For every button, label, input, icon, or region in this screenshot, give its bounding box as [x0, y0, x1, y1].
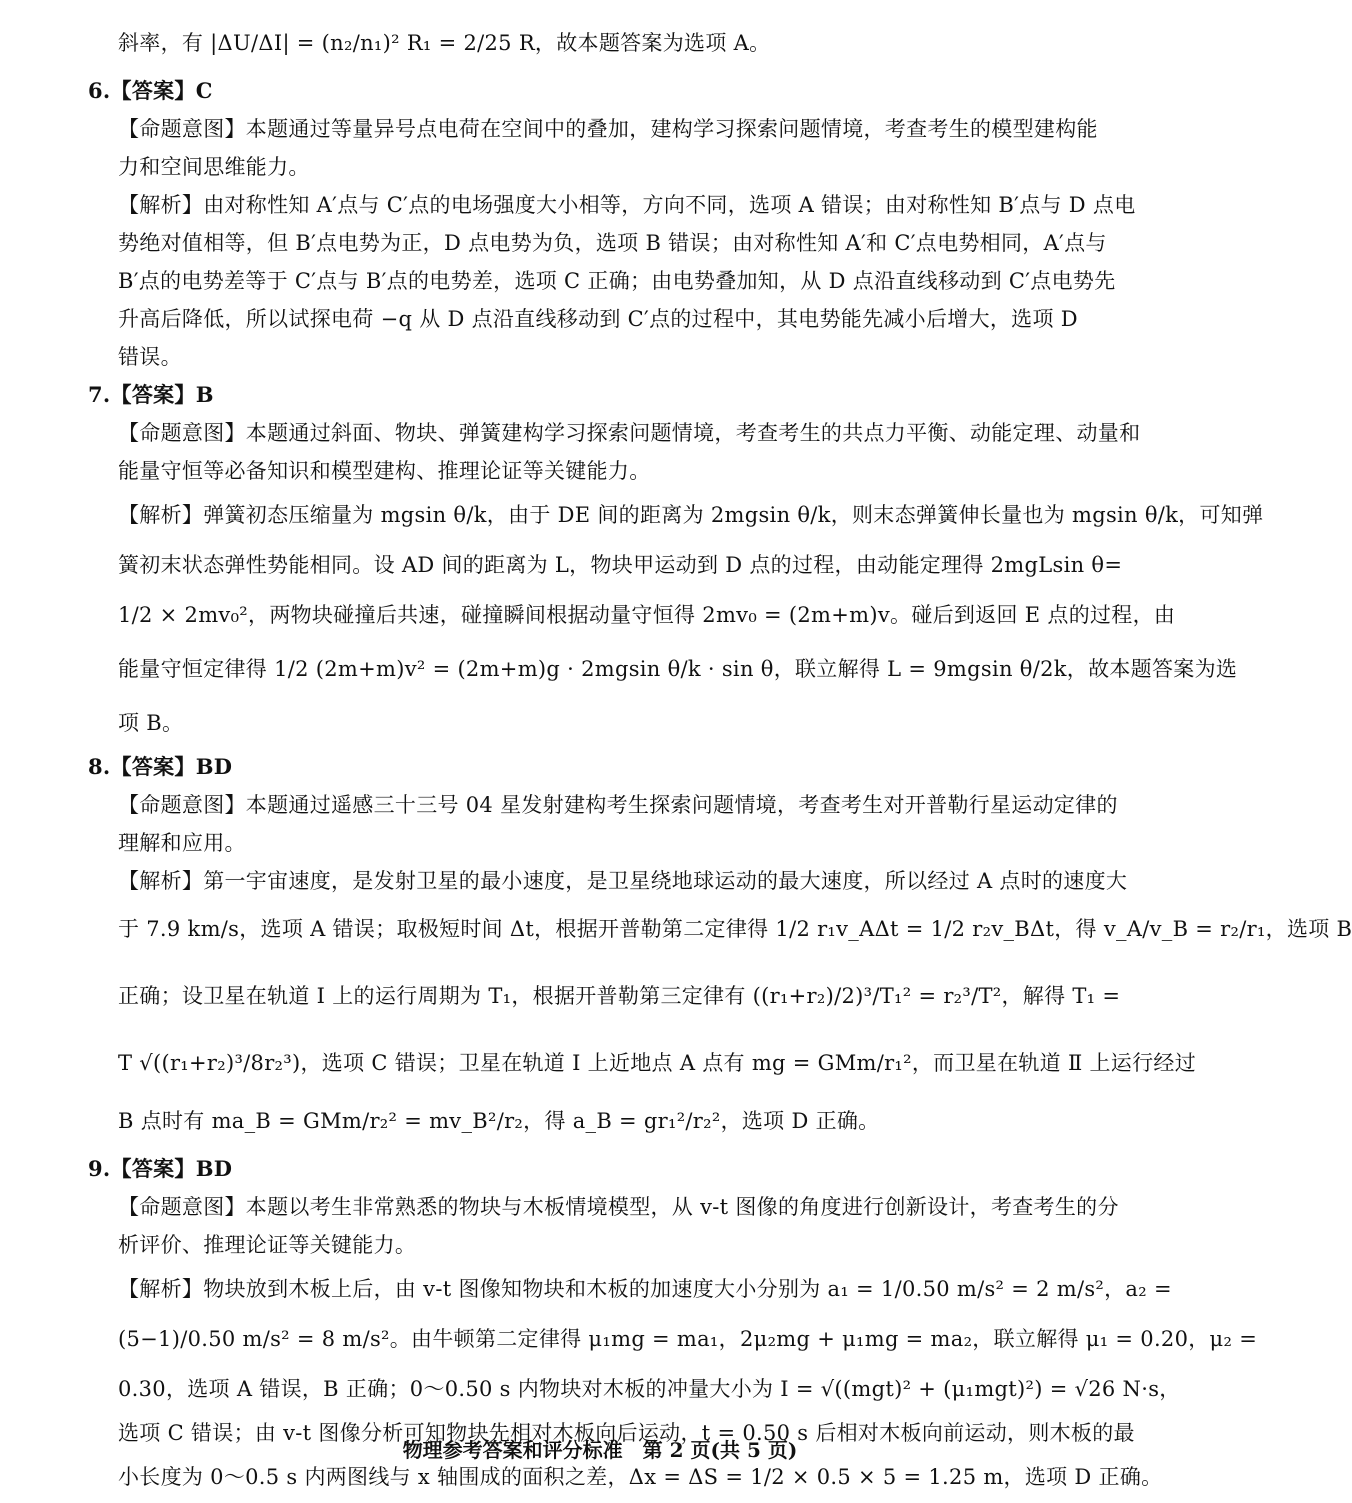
text-line: 【命题意图】本题以考生非常熟悉的物块与木板情境模型，从 v-t 图像的角度进行创新设计，考查考生的分: [118, 1195, 1119, 1219]
text-line: 簧初末状态弹性势能相同。设 AD 间的距离为 L，物块甲运动到 D 点的过程，由动能定理得 2mgLsin θ=: [118, 553, 1123, 577]
text-line: 于 7.9 km/s，选项 A 错误；取极短时间 Δt，根据开普勒第二定律得 1/2 r₁v_AΔt = 1/2 r₂v_BΔt，得 v_A/v_B = r₂/r₁，选项 B: [118, 917, 1352, 941]
text-line: 势绝对值相等，但 B′点电势为正，D 点电势为负，选项 B 错误；由对称性知 A′和 C′点电势相同，A′点与: [118, 231, 1107, 255]
text-line: 【解析】弹簧初态压缩量为 mgsin θ/k，由于 DE 间的距离为 2mgsin θ/k，则末态弹簧伸长量也为 mgsin θ/k，可知弹: [118, 503, 1264, 527]
text-line: 项 B。: [118, 711, 184, 735]
question-answer-heading: 7.【答案】B: [88, 382, 214, 407]
text-line: 【解析】由对称性知 A′点与 C′点的电场强度大小相等，方向不同，选项 A 错误；由对称性知 B′点与 D 点电: [118, 193, 1136, 217]
text-line: 1/2 × 2mv₀²，两物块碰撞后共速，碰撞瞬间根据动量守恒得 2mv₀ = (2m+m)v。碰后到返回 E 点的过程，由: [118, 603, 1176, 627]
question-answer-heading: 8.【答案】BD: [88, 754, 233, 779]
text-line: 【解析】第一宇宙速度，是发射卫星的最小速度，是卫星绕地球运动的最大速度，所以经过 A 点时的速度大: [118, 869, 1128, 893]
text-line: 错误。: [118, 345, 182, 369]
text-line: 正确；设卫星在轨道 Ⅰ 上的运行周期为 T₁，根据开普勒第三定律有 ((r₁+r₂)/2)³/T₁² = r₂³/T²，解得 T₁ =: [118, 984, 1121, 1008]
text-line: 【命题意图】本题通过斜面、物块、弹簧建构学习探索问题情境，考查考生的共点力平衡、动能定理、动量和: [118, 421, 1141, 445]
text-line: 0.30，选项 A 错误，B 正确；0～0.50 s 内物块对木板的冲量大小为 I = √((mgt)² + (μ₁mgt)²) = √26 N·s，: [118, 1377, 1181, 1401]
text-line: 【命题意图】本题通过遥感三十三号 04 星发射建构考生探索问题情境，考查考生对开普勒行星运动定律的: [118, 793, 1118, 817]
text-line: 【命题意图】本题通过等量异号点电荷在空间中的叠加，建构学习探索问题情境，考查考生的模型建构能: [118, 117, 1098, 141]
question-answer-heading: 6.【答案】C: [88, 78, 213, 103]
text-line: 力和空间思维能力。: [118, 155, 310, 179]
text-line: 小长度为 0～0.5 s 内两图线与 x 轴围成的面积之差，Δx = ΔS = 1/2 × 0.5 × 5 = 1.25 m，选项 D 正确。: [118, 1465, 1163, 1489]
text-line: (5−1)/0.50 m/s² = 8 m/s²。由牛顿第二定律得 μ₁mg = ma₁，2μ₂mg + μ₁mg = ma₂，联立解得 μ₁ = 0.20，μ₂ =: [118, 1327, 1258, 1351]
text-line: 能量守恒定律得 1/2 (2m+m)v² = (2m+m)g · 2mgsin θ/k · sin θ，联立解得 L = 9mgsin θ/2k，故本题答案为选: [118, 657, 1238, 681]
text-line: 升高后降低，所以试探电荷 −q 从 D 点沿直线移动到 C′点的过程中，其电势能先减小后增大，选项 D: [118, 307, 1078, 331]
text-line: 【解析】物块放到木板上后，由 v-t 图像知物块和木板的加速度大小分别为 a₁ = 1/0.50 m/s² = 2 m/s²，a₂ =: [118, 1277, 1172, 1301]
question-answer-heading: 9.【答案】BD: [88, 1156, 233, 1181]
text-line: B′点的电势差等于 C′点与 B′点的电势差，选项 C 正确；由电势叠加知，从 D 点沿直线移动到 C′点电势先: [118, 269, 1116, 293]
text-line: 能量守恒等必备知识和模型建构、推理论证等关键能力。: [118, 459, 651, 483]
text-line: 斜率，有 |ΔU/ΔI| = (n₂/n₁)² R₁ = 2/25 R，故本题答案为选项 A。: [118, 31, 771, 55]
text-line: 理解和应用。: [118, 831, 246, 855]
page-footer: 物理参考答案和评分标准 第 2 页(共 5 页): [402, 1438, 798, 1462]
text-line: 选项 C 错误；由 v-t 图像分析可知物块先相对木板向后运动，t = 0.50 s 后相对木板向前运动，则木板的最: [118, 1421, 1135, 1445]
text-line: T √((r₁+r₂)³/8r₂³)，选项 C 错误；卫星在轨道 Ⅰ 上近地点 A 点有 mg = GMm/r₁²，而卫星在轨道 Ⅱ 上运行经过: [118, 1051, 1196, 1075]
answer-content: [88, 14, 1352, 1502]
text-line: 析评价、推理论证等关键能力。: [118, 1233, 417, 1257]
text-line: B 点时有 ma_B = GMm/r₂² = mv_B²/r₂，得 a_B = gr₁²/r₂²，选项 D 正确。: [118, 1109, 880, 1133]
